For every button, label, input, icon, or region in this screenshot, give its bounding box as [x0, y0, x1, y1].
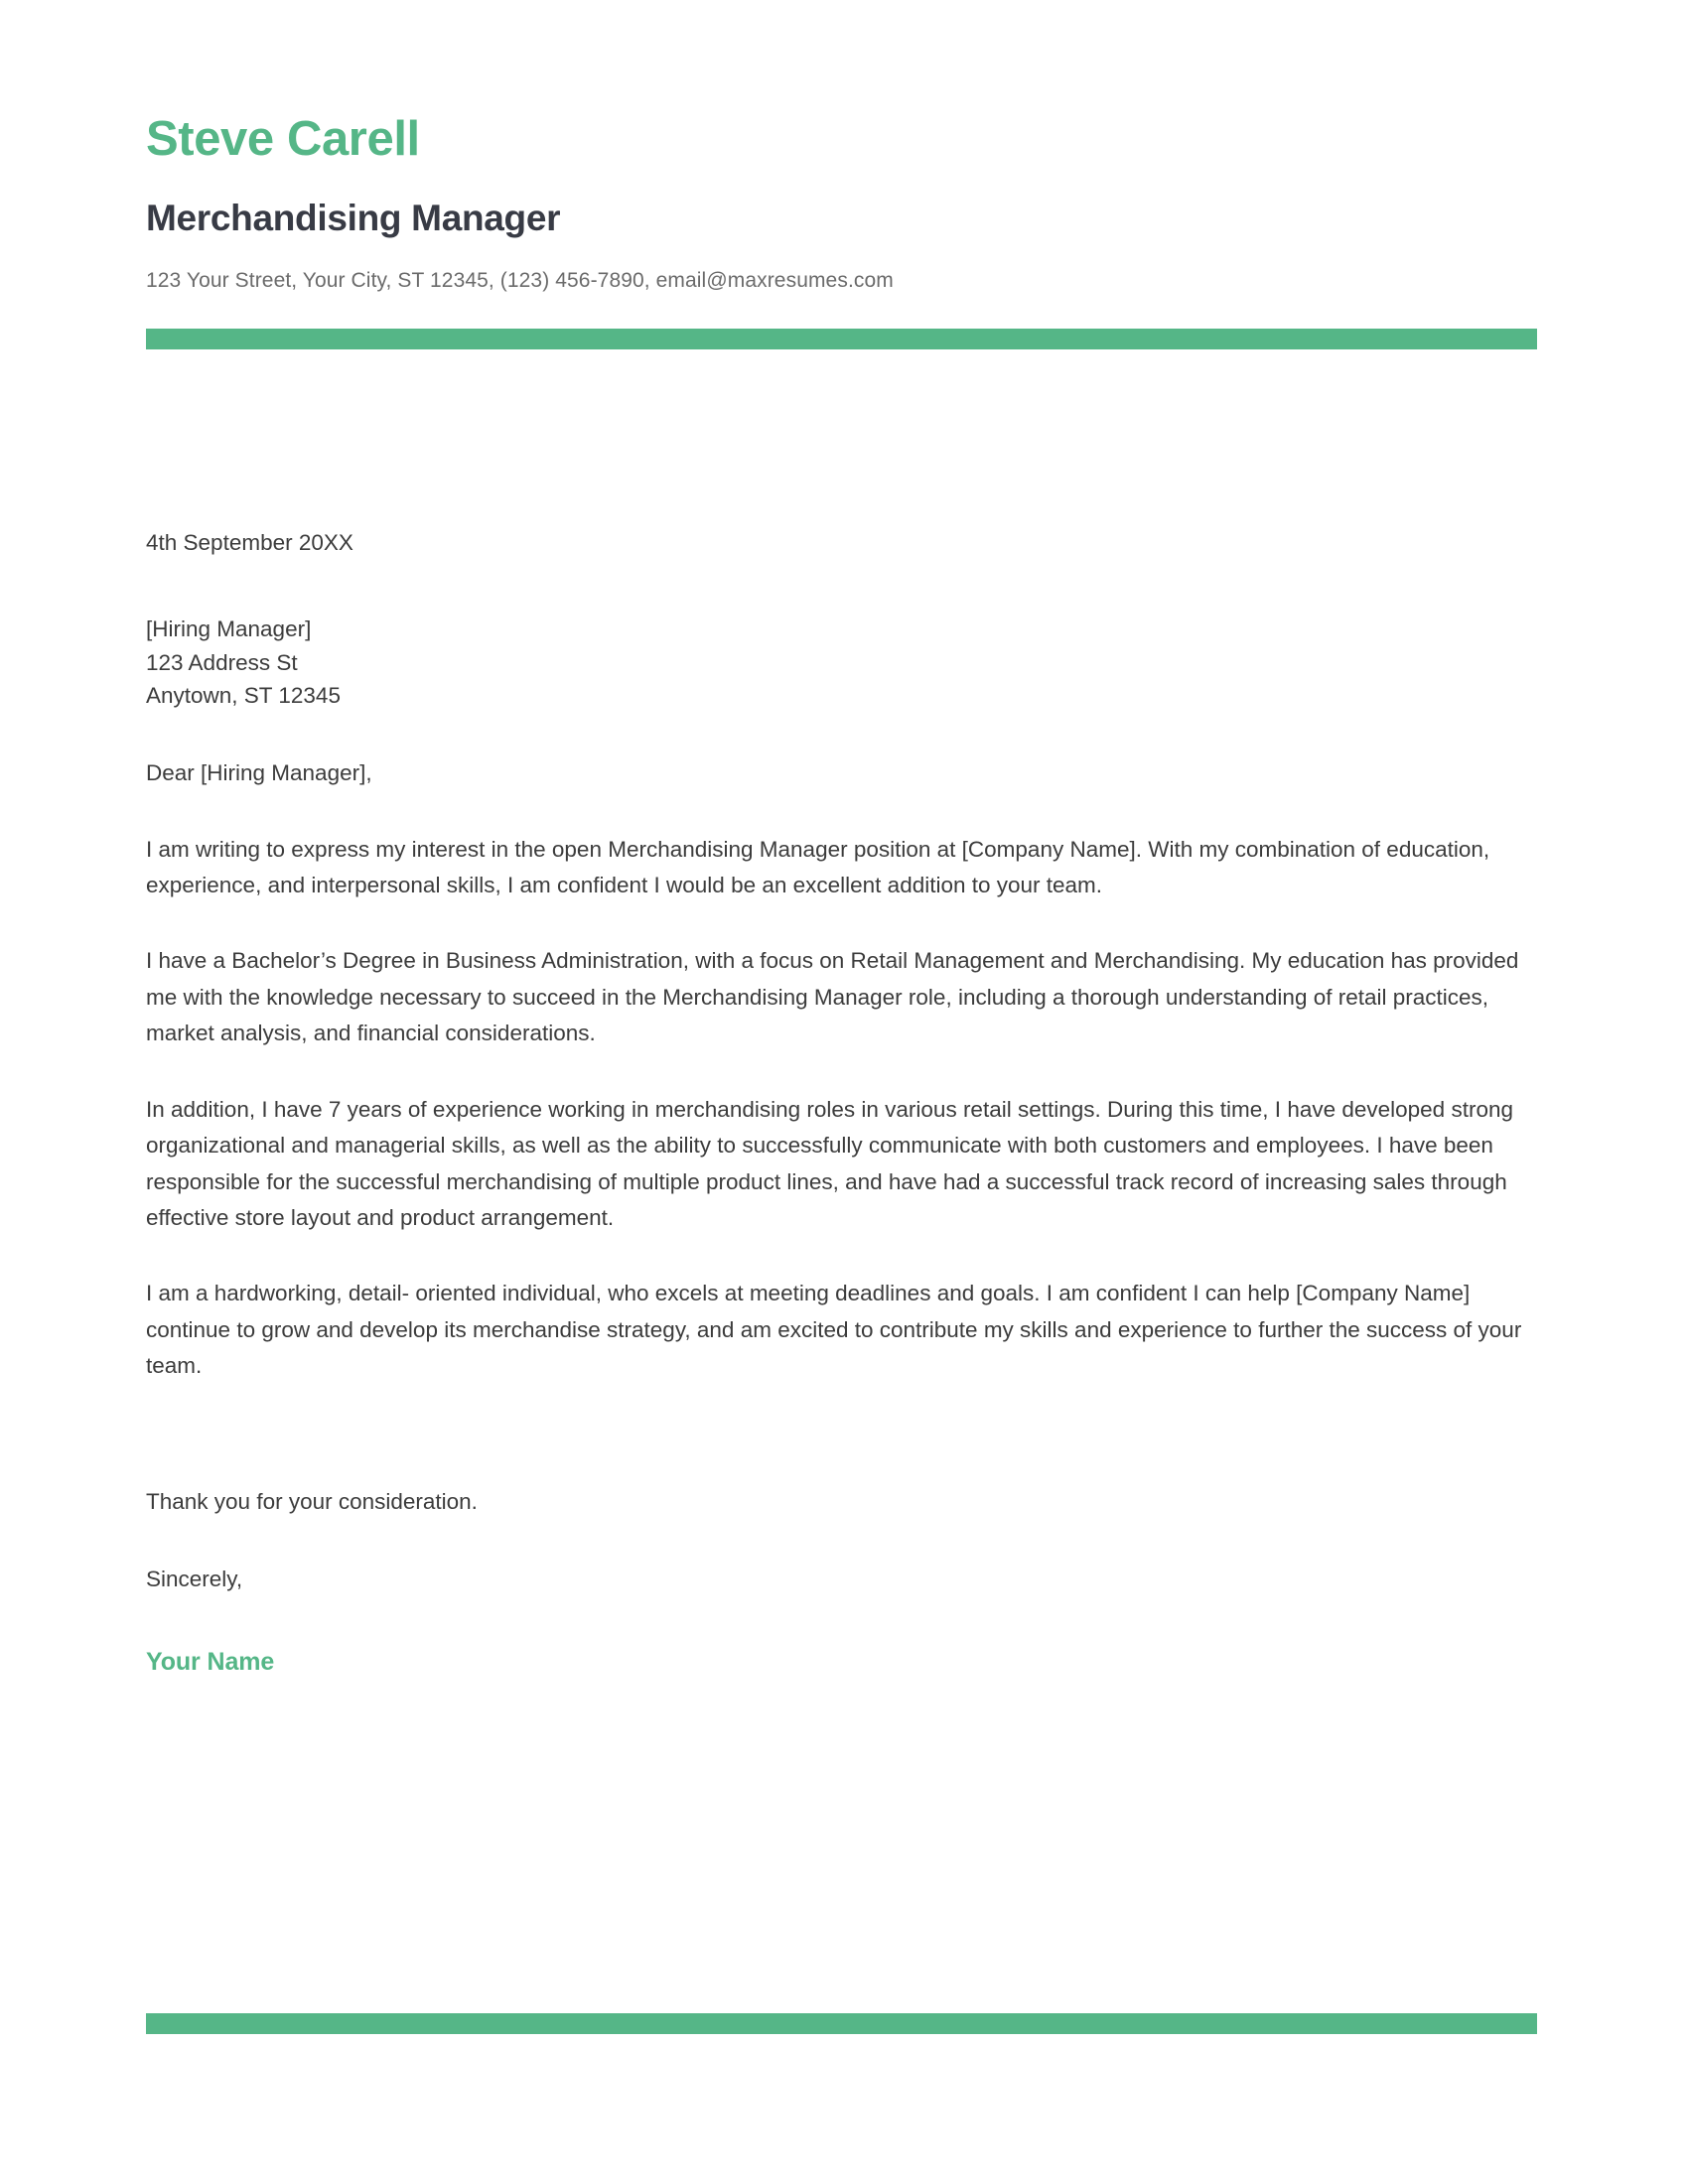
- closing-thanks: Thank you for your consideration.: [146, 1488, 478, 1514]
- body-paragraph-3: In addition, I have 7 years of experience working in merchandising roles in various retail settings. During this time, I have developed strong organizational and managerial skills, as well as the ability to successfully communicate with both customers and employees. I have been responsible for the successful merchandising of multiple product lines, and have had a successful track record of increasing sales through effective store layout and product arrangement.: [146, 1096, 1513, 1231]
- body-paragraph-4: I am a hardworking, detail- oriented individual, who excels at meeting deadlines and goals. I am confident I can help [Company Name] continue to grow and develop its merchandise strategy, and am excited to contribute my skills and experience to further the success of your team.: [146, 1281, 1522, 1379]
- body-paragraph-2: I have a Bachelor’s Degree in Business Administration, with a focus on Retail Management and Merchandising. My education has provided me with the knowledge necessary to succeed in the Merchandising Manager role, including a thorough understanding of retail practices, market analysis, and financial considerations.: [146, 948, 1519, 1046]
- closing-sincerely: Sincerely,: [146, 1567, 243, 1592]
- letter-body: [146, 526, 1537, 1682]
- letter-date: 4th September 20XX: [146, 530, 353, 556]
- recipient-line-1: [Hiring Manager]: [146, 616, 312, 642]
- footer-divider-bar: [146, 2013, 1537, 2034]
- applicant-name: Steve Carell: [146, 112, 420, 166]
- signature-name: Your Name: [146, 1647, 275, 1676]
- letter-content: [146, 0, 1537, 1682]
- header-divider-bar: [146, 329, 1537, 349]
- recipient-line-3: Anytown, ST 12345: [146, 682, 341, 708]
- recipient-line-2: 123 Address St: [146, 649, 298, 675]
- closing-block: [146, 1484, 1537, 1682]
- job-title: Merchandising Manager: [146, 197, 561, 238]
- letter-header: [146, 0, 1537, 295]
- recipient-address-block: [146, 613, 1537, 712]
- body-paragraph-1: I am writing to express my interest in the open Merchandising Manager position at [Company Name]. With my combination of education, experience, and interpersonal skills, I am confident I would be an excellent addition to your team.: [146, 836, 1490, 897]
- contact-line: 123 Your Street, Your City, ST 12345, (123) 456-7890, email@maxresumes.com: [146, 269, 894, 293]
- salutation: Dear [Hiring Manager],: [146, 760, 372, 786]
